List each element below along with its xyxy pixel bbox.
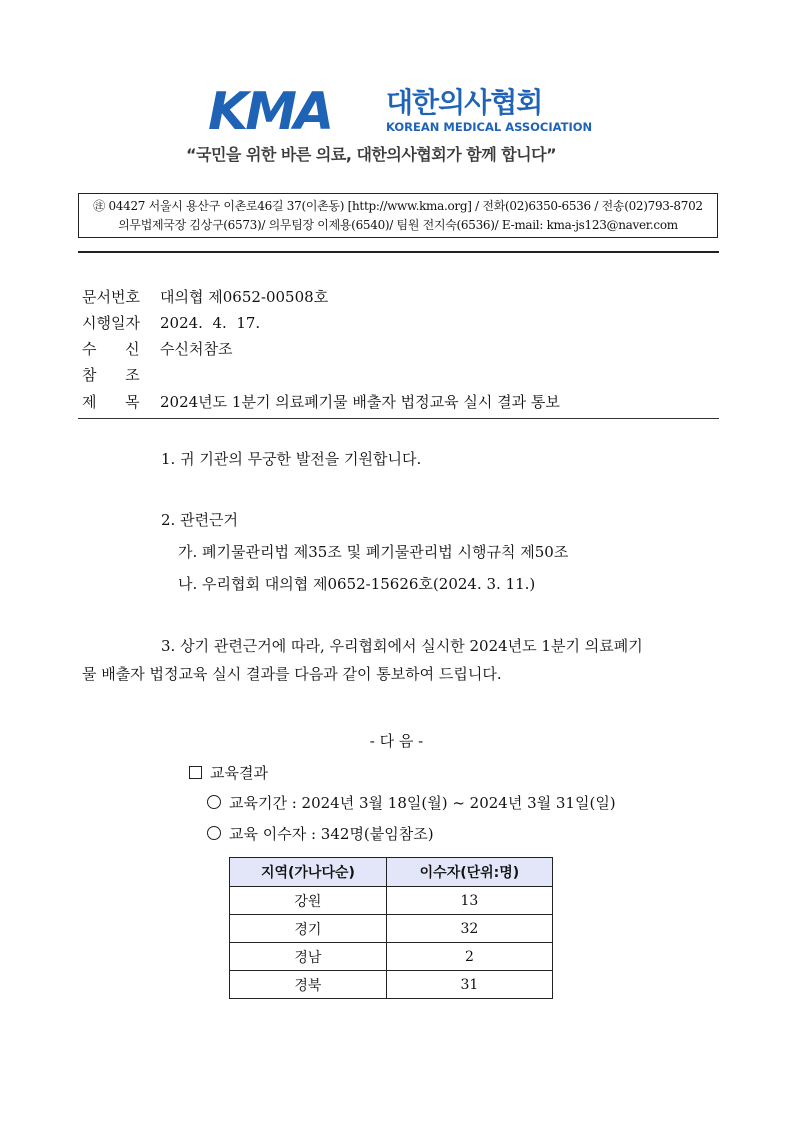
checkbox-square-icon [189, 766, 202, 779]
org-name-korean: 대한의사협회 [386, 86, 543, 119]
section-title-text: 교육결과 [210, 764, 268, 782]
recipient-row [82, 339, 232, 359]
paragraph-3-line-1: 3. 상기 관련근거에 따라, 우리협회에서 실시한 2024년도 1분기 의료폐기 [161, 637, 643, 655]
paragraph-2-item-b: 나. 우리협회 대의협 제0652-15626호(2024. 3. 11.) [178, 575, 536, 593]
subject-label: 제 목 [82, 393, 140, 411]
period-text: 교육기간 : 2024년 3월 18일(월) ~ 2024년 3월 31일(일) [229, 794, 616, 812]
paragraph-2-item-a: 가. 폐기물관리법 제35조 및 폐기물관리법 시행규칙 제50조 [178, 543, 569, 561]
date-label: 시행일자 [82, 314, 140, 332]
period-item [207, 793, 616, 813]
result-table [229, 857, 553, 999]
doc-number-value: 대의협 제0652-00508호 [160, 288, 329, 306]
paragraph-1: 1. 귀 기관의 무궁한 발전을 기원합니다. [161, 450, 422, 468]
address-box [78, 193, 718, 238]
table-row [230, 943, 553, 971]
table-row [230, 971, 553, 999]
header-divider [78, 251, 719, 253]
doc-number-label: 문서번호 [82, 288, 140, 306]
region-cell: 경남 [230, 943, 387, 971]
completers-item [207, 824, 434, 844]
reference-label: 참 조 [82, 366, 140, 384]
subject-divider [78, 418, 719, 419]
header-region: 지역(가나다순) [230, 858, 387, 887]
region-cell: 경북 [230, 971, 387, 999]
table-header-row [230, 858, 553, 887]
org-name-english: KOREAN MEDICAL ASSOCIATION [386, 120, 593, 134]
subject-value: 2024년도 1분기 의료폐기물 배출자 법정교육 실시 결과 통보 [160, 393, 560, 411]
date-row [82, 313, 260, 333]
slogan: “국민을 위한 바른 의료, 대한의사협회가 함께 합니다” [186, 145, 557, 164]
reference-row [82, 365, 160, 385]
count-cell: 31 [386, 971, 552, 999]
circle-bullet-icon [207, 826, 221, 840]
table-row [230, 915, 553, 943]
table-row [230, 887, 553, 915]
completers-text: 교육 이수자 : 342명(붙임참조) [229, 825, 434, 843]
header-completers: 이수자(단위:명) [386, 858, 552, 887]
date-value: 2024. 4. 17. [160, 314, 261, 332]
next-heading: - 다 음 - [369, 732, 424, 750]
count-cell: 2 [386, 943, 552, 971]
count-cell: 13 [386, 887, 552, 915]
kma-logo: KMA [208, 82, 332, 142]
address-line-2: 의무법제국장 김상구(6573)/ 의무팀장 이제용(6540)/ 팀원 전지숙(6536)/ E-mail: kma-js123@naver.com [118, 218, 678, 232]
section-title [189, 763, 268, 783]
region-cell: 강원 [230, 887, 387, 915]
count-cell: 32 [386, 915, 552, 943]
region-cell: 경기 [230, 915, 387, 943]
recipient-value: 수신처참조 [160, 340, 233, 358]
paragraph-3-line-2: 물 배출자 법정교육 실시 결과를 다음과 같이 통보하여 드립니다. [82, 665, 502, 683]
subject-row [82, 392, 560, 412]
doc-number-row [82, 287, 328, 307]
circle-bullet-icon [207, 795, 221, 809]
paragraph-2-title: 2. 관련근거 [161, 511, 239, 529]
address-line-1: ㊟ 04427 서울시 용산구 이촌로46길 37(이촌동) [http://www.kma.org] / 전화(02)6350-6536 / 전송(02)793-8702 [93, 199, 703, 213]
recipient-label: 수 신 [82, 340, 140, 358]
